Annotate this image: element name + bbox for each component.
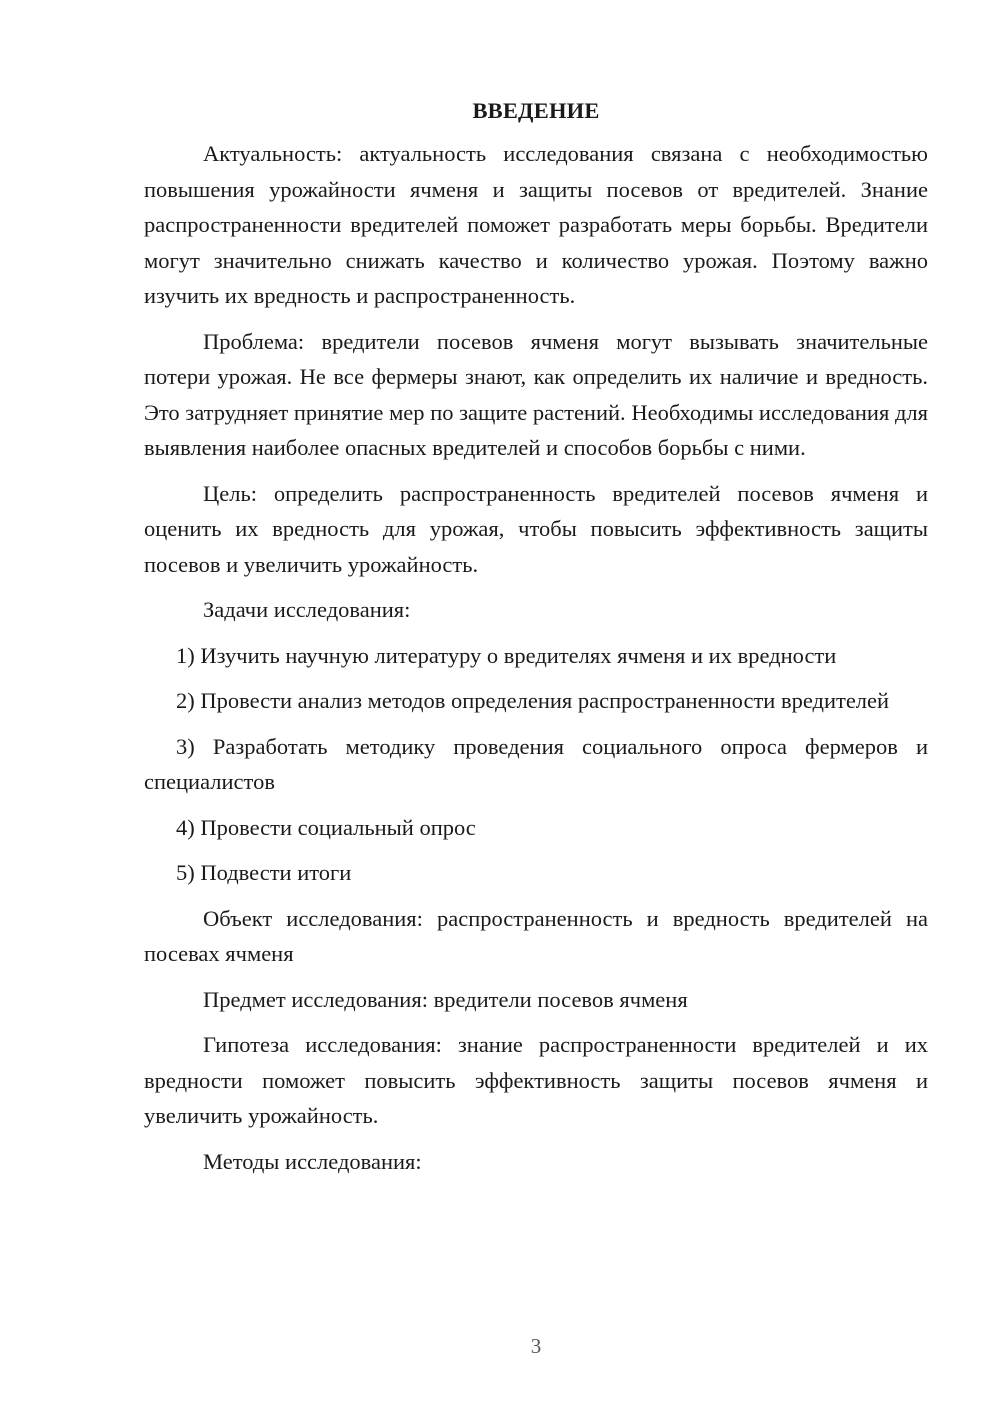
relevance-paragraph: Актуальность: актуальность исследования связана с необходимостью повышения урожайности ячменя и защиты посевов от вредителей. Знание распространенности вредителей поможет разработать меры борьбы. Вредители могут значительно снижать качество и количество урожая. Поэтому важно изучить их вредность и распространенность. [144,141,928,308]
page-content [144,93,928,1189]
object-paragraph: Объект исследования: распространенность и вредность вредителей на посевах ячменя [144,905,928,966]
task-item: 4) Провести социальный опрос [176,814,476,840]
task-item: 3) Разработать методику проведения социального опроса фермеров и специалистов [144,733,928,794]
goal-paragraph: Цель: определить распространенность вредителей посевов ячменя и оценить их вредность для урожая, чтобы повысить эффективность защиты посевов и увеличить урожайность. [144,480,928,577]
tasks-title: Задачи исследования: [203,597,411,622]
subject-paragraph: Предмет исследования: вредители посевов ячменя [203,986,688,1012]
task-item: 5) Подвести итоги [176,860,352,885]
hypothesis-paragraph: Гипотеза исследования: знание распространенности вредителей и их вредности поможет повысить эффективность защиты посевов ячменя и увеличить урожайность. [144,1032,928,1128]
problem-paragraph: Проблема: вредители посевов ячменя могут вызывать значительные потери урожая. Не все фермеры знают, как определить их наличие и вредность. Это затрудняет принятие мер по защите растений. Необходимы исследования для выявления наиболее опасных вредителей и способов борьбы с ними. [144,328,928,460]
task-item: 1) Изучить научную литературу о вредителях ячменя и их вредности [176,642,837,668]
methods-title: Методы исследования: [203,1148,422,1174]
page-number: 3 [530,1334,542,1358]
section-heading: ВВЕДЕНИЕ [472,98,600,123]
task-item: 2) Провести анализ методов определения распространенности вредителей [176,688,890,713]
